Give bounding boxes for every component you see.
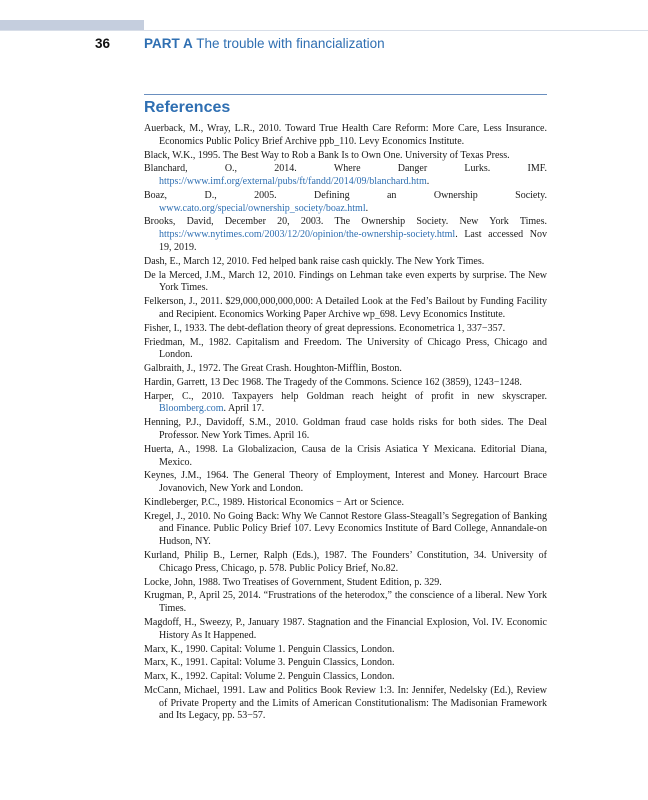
reference-text: Huerta, A., 1998. La Globalizacion, Causa de la Crisis Asiatica Y Mexicana. Editorial Diana, Mexico. (144, 443, 547, 468)
reference-text: Black, W.K., 1995. The Best Way to Rob a Bank Is to Own One. University of Texas Press. (144, 149, 510, 161)
reference-entry (144, 163, 547, 189)
reference-entry (144, 270, 547, 296)
reference-entry (144, 123, 547, 149)
reference-entry (144, 190, 547, 216)
reference-text: Felkerson, J., 2011. $29,000,000,000,000: A Detailed Look at the Fed’s Bailout by Funding Facility and Recipient. Economics Working Paper Archive wp_698. Levy Economics Institute. (144, 296, 547, 321)
reference-entry (144, 590, 547, 616)
part-label: PART A (144, 36, 193, 51)
reference-text: Harper, C., 2010. Taxpayers help Goldman reach height of profit in new skyscraper. (144, 390, 547, 402)
page-number: 36 (95, 36, 111, 51)
reference-link[interactable]: Bloomberg.com (159, 403, 224, 415)
section-rule (144, 94, 547, 95)
reference-entry (144, 511, 547, 550)
reference-text: Krugman, P., April 25, 2014. “Frustrations of the heterodox,” the conscience of a liberal. New York Times. (144, 590, 547, 615)
reference-entry (144, 497, 547, 510)
reference-text: Kindleberger, P.C., 1989. Historical Economics − Art or Science. (144, 496, 405, 508)
reference-entry (144, 150, 547, 163)
reference-link[interactable]: www.cato.org/special/ownership_society/boaz.html (159, 202, 366, 214)
header-rule (0, 30, 648, 31)
reference-text: De la Merced, J.M., March 12, 2010. Findings on Lehman take even experts by surprise. The New York Times. (144, 269, 547, 294)
reference-text: Marx, K., 1990. Capital: Volume 1. Penguin Classics, London. (144, 643, 395, 655)
reference-entry (144, 657, 547, 670)
reference-text: Friedman, M., 1982. Capitalism and Freedom. The University of Chicago Press, Chicago and London. (144, 336, 547, 361)
reference-text: Brooks, David, December 20, 2003. The Ownership Society. New York Times. (144, 216, 547, 228)
reference-entry (144, 644, 547, 657)
reference-text: Hardin, Garrett, 13 Dec 1968. The Tragedy of the Commons. Science 162 (3859), 1243−1248. (144, 376, 522, 388)
reference-entry (144, 444, 547, 470)
reference-text: Henning, P.J., Davidoff, S.M., 2010. Goldman fraud case holds risks for both sides. The Deal Professor. New York Times. April 16. (144, 417, 547, 441)
reference-list (144, 123, 547, 724)
reference-tail: . (426, 176, 430, 188)
reference-link[interactable]: https://www.imf.org/external/pubs/ft/fandd/2014/09/blanchard.htm (159, 176, 427, 188)
reference-link[interactable]: https://www.nytimes.com/2003/12/20/opinion/the-ownership-society.html (159, 229, 456, 241)
reference-text: Keynes, J.M., 1964. The General Theory of Employment, Interest and Money. Harcourt Brace Jovanovich, New York and London. (144, 470, 547, 495)
reference-entry (144, 417, 547, 443)
reference-entry (144, 617, 547, 643)
reference-entry (144, 337, 547, 363)
reference-tail: . April 17. (223, 403, 265, 415)
section-title: References (144, 99, 231, 116)
reference-entry (144, 256, 547, 269)
reference-text: Boaz, D., 2005. Defining an Ownership Society. (144, 189, 547, 201)
reference-text: Galbraith, J., 1972. The Great Crash. Houghton-Mifflin, Boston. (144, 363, 402, 375)
reference-text: Marx, K., 1991. Capital: Volume 3. Penguin Classics, London. (144, 657, 395, 669)
reference-entry (144, 216, 547, 255)
reference-text: Fisher, I., 1933. The debt-deflation theory of great depressions. Econometrica 1, 337−357. (144, 322, 506, 334)
reference-text: Blanchard, O., 2014. Where Danger Lurks. IMF. (144, 163, 547, 175)
reference-entry (144, 470, 547, 496)
reference-entry (144, 671, 547, 684)
running-head (144, 36, 385, 51)
reference-entry (144, 323, 547, 336)
reference-entry (144, 550, 547, 576)
reference-text: Auerback, M., Wray, L.R., 2010. Toward True Health Care Reform: More Care, Less Insurance. Economics Public Policy Brief Archive ppb_110. Levy Economics Institute. (144, 123, 547, 147)
reference-tail: . Last accessed Nov 19, 2019. (159, 229, 547, 254)
reference-text: Magdoff, H., Sweezy, P., January 1987. Stagnation and the Financial Explosion, Vol. IV. Economic History As It Happened. (144, 616, 547, 641)
reference-entry (144, 363, 547, 376)
part-title: The trouble with financialization (196, 36, 385, 51)
reference-text: Kregel, J., 2010. No Going Back: Why We Cannot Restore Glass-Steagall’s Segregation of Banking and Finance. Public Policy Brief 107. Levy Economics Institute of Bard College, Annandale-on Hudson, NY. (144, 510, 547, 548)
reference-entry (144, 296, 547, 322)
reference-entry (144, 577, 547, 590)
reference-text: Marx, K., 1992. Capital: Volume 2. Penguin Classics, London. (144, 670, 395, 682)
reference-text: McCann, Michael, 1991. Law and Politics Book Review 1:3. In: Jennifer, Nedelsky (Ed.), Review of Private Property and the Limits of American Constitutionalism: The Madisonian Framework and Its Legacy, pp. 53−57. (144, 684, 547, 722)
reference-entry (144, 685, 547, 724)
reference-text: Dash, E., March 12, 2010. Fed helped bank raise cash quickly. The New York Times. (144, 255, 485, 267)
reference-text: Locke, John, 1988. Two Treatises of Government, Student Edition, p. 329. (144, 576, 442, 588)
reference-text: Kurland, Philip B., Lerner, Ralph (Eds.), 1987. The Founders’ Constitution, 34. University of Chicago Press, Chicago, p. 578. Public Policy Brief, No.82. (144, 550, 547, 574)
reference-entry (144, 391, 547, 417)
reference-tail: . (365, 202, 369, 214)
reference-entry (144, 377, 547, 390)
